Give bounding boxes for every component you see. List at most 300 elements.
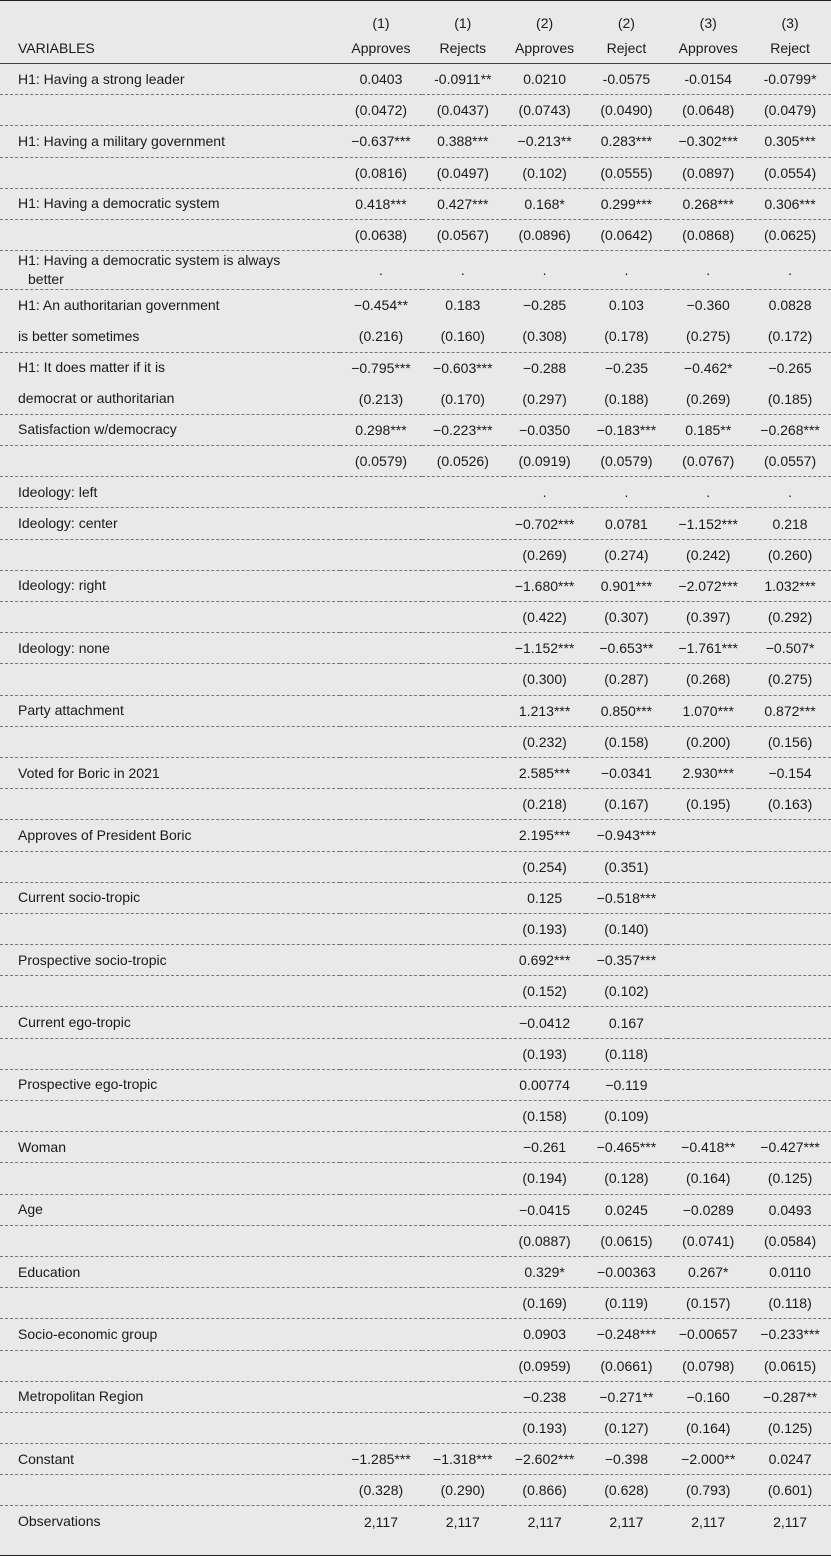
coefficient-cell: 0.183	[445, 297, 481, 314]
standard-error-cell: (0.0638)	[340, 219, 422, 250]
table-row-se	[0, 851, 831, 882]
coefficient-cell: −0.637***	[340, 126, 422, 157]
standard-error-cell: (0.0615)	[749, 1350, 831, 1381]
coefficient-cell: 0.418***	[340, 188, 422, 219]
standard-error-cell: (0.193)	[504, 913, 586, 944]
table-row	[0, 945, 831, 976]
standard-error-cell	[667, 1101, 749, 1132]
table-row	[0, 352, 831, 383]
standard-error-cell	[340, 1350, 422, 1381]
table-row-se	[0, 1350, 831, 1381]
standard-error-cell: (0.194)	[504, 1163, 586, 1194]
coefficient-cell: −0.213**	[504, 126, 586, 157]
standard-error-cell: (0.158)	[504, 1101, 586, 1132]
variable-label: Current socio-tropic	[0, 882, 340, 913]
coefficient-cell: −0.0412	[504, 1007, 586, 1038]
standard-error-cell	[422, 539, 504, 570]
coefficient-cell	[749, 1069, 831, 1100]
coefficient-cell	[667, 945, 749, 976]
coefficient-cell: 2,117	[445, 1513, 480, 1530]
coefficient-cell: 2,117	[773, 1513, 808, 1530]
coefficient-cell	[422, 1256, 504, 1287]
coefficient-cell: −0.0289	[667, 1194, 749, 1225]
table-row-se	[0, 157, 831, 188]
standard-error-cell: (0.328)	[340, 1475, 422, 1506]
column-label: Reject	[749, 33, 831, 64]
coefficient-cell: .	[422, 251, 504, 290]
table-row-se	[0, 664, 831, 695]
table-row-se	[0, 789, 831, 820]
coefficient-cell: 0.0403	[340, 64, 422, 95]
standard-error-cell: (0.172)	[749, 321, 831, 352]
table-row	[0, 64, 831, 95]
coefficient-cell: −1.680***	[504, 570, 586, 601]
table-row-se	[0, 602, 831, 633]
column-label: Rejects	[422, 33, 504, 64]
standard-error-cell: (0.0584)	[749, 1225, 831, 1256]
coefficient-cell	[340, 820, 422, 851]
standard-error-cell: (0.0743)	[504, 95, 586, 126]
coefficient-cell: −0.465***	[586, 1132, 668, 1163]
variable-label: Metropolitan Region	[0, 1381, 340, 1412]
coefficient-cell	[422, 1069, 504, 1100]
table-row	[0, 1319, 831, 1350]
standard-error-cell	[422, 1038, 504, 1069]
table-row	[0, 290, 831, 321]
standard-error-cell	[422, 1101, 504, 1132]
column-label: Approves	[504, 33, 586, 64]
standard-error-cell	[422, 851, 504, 882]
standard-error-cell: (0.0615)	[586, 1225, 668, 1256]
coefficient-cell: −0.248***	[586, 1319, 668, 1350]
table-row	[0, 251, 831, 290]
standard-error-cell	[340, 976, 422, 1007]
table-row-se	[0, 1288, 831, 1319]
table-row	[0, 1132, 831, 1163]
coefficient-cell: 0.283***	[586, 126, 668, 157]
standard-error-cell	[422, 1225, 504, 1256]
model-number: (2)	[617, 15, 635, 31]
coefficient-cell	[340, 1194, 422, 1225]
standard-error-cell: (0.109)	[586, 1101, 668, 1132]
table-row	[0, 477, 831, 508]
standard-error-cell: (0.193)	[504, 1412, 586, 1443]
coefficient-cell	[422, 1132, 504, 1163]
table-row-se	[0, 1038, 831, 1069]
standard-error-cell	[340, 664, 422, 695]
standard-error-cell: (0.268)	[667, 664, 749, 695]
coefficient-cell: −1.761***	[667, 633, 749, 664]
standard-error-cell: (0.297)	[504, 383, 586, 414]
table-row-se	[0, 1475, 831, 1506]
coefficient-cell: −2.000**	[667, 1444, 749, 1475]
coefficient-cell	[422, 508, 504, 539]
standard-error-cell: (0.0896)	[504, 219, 586, 250]
coefficient-cell: −0.462*	[683, 359, 733, 376]
coefficient-cell: .	[586, 477, 668, 508]
model-number: (1)	[454, 15, 472, 31]
table-row-se	[0, 1412, 831, 1443]
standard-error-cell: (0.275)	[667, 321, 749, 352]
standard-error-cell: (0.0479)	[749, 95, 831, 126]
coefficient-cell: −0.0415	[504, 1194, 586, 1225]
standard-error-cell	[340, 602, 422, 633]
coefficient-cell: 0.329*	[504, 1256, 586, 1287]
table-row	[0, 633, 831, 664]
coefficient-cell: −0.454**	[353, 297, 409, 314]
column-label: Approves	[340, 33, 422, 64]
standard-error-cell	[749, 1038, 831, 1069]
standard-error-cell	[340, 851, 422, 882]
standard-error-cell: (0.275)	[749, 664, 831, 695]
standard-error-cell: (0.0490)	[586, 95, 668, 126]
standard-error-cell: (0.0741)	[667, 1225, 749, 1256]
standard-error-cell: (0.0868)	[667, 219, 749, 250]
table-row	[0, 1007, 831, 1038]
coefficient-cell: −0.507*	[749, 633, 831, 664]
coefficient-cell	[749, 945, 831, 976]
standard-error-cell: (0.0554)	[749, 157, 831, 188]
coefficient-cell	[340, 695, 422, 726]
standard-error-cell: (0.127)	[586, 1412, 668, 1443]
variable-label-continued: is better sometimes	[0, 321, 340, 352]
coefficient-cell: 2,117	[691, 1513, 726, 1530]
table-row	[0, 1506, 831, 1537]
variable-label: Prospective ego-tropic	[0, 1069, 340, 1100]
standard-error-cell: (0.274)	[586, 539, 668, 570]
standard-error-cell: (0.167)	[586, 789, 668, 820]
table-row-se	[0, 383, 831, 414]
standard-error-cell: (0.185)	[749, 383, 831, 414]
table-row	[0, 820, 831, 851]
standard-error-cell	[422, 1163, 504, 1194]
table-row	[0, 570, 831, 601]
standard-error-cell: (0.307)	[586, 602, 668, 633]
table-row-se	[0, 1225, 831, 1256]
standard-error-cell	[749, 913, 831, 944]
standard-error-cell: (0.157)	[667, 1288, 749, 1319]
coefficient-cell: −2.602***	[504, 1444, 586, 1475]
variable-label-line: better	[28, 271, 64, 288]
coefficient-cell: 2,117	[609, 1513, 644, 1530]
standard-error-cell: (0.292)	[749, 602, 831, 633]
table-row	[0, 1194, 831, 1225]
coefficient-cell: −0.653**	[586, 633, 668, 664]
standard-error-cell: (0.0526)	[422, 446, 504, 477]
coefficient-cell: 0.0247	[749, 1444, 831, 1475]
coefficient-cell: 0.692***	[504, 945, 586, 976]
variable-label: Ideology: left	[0, 477, 340, 508]
coefficient-cell	[340, 633, 422, 664]
coefficient-cell	[422, 945, 504, 976]
coefficient-cell: 0.427***	[422, 188, 504, 219]
coefficient-cell: −0.271**	[586, 1381, 668, 1412]
standard-error-cell: (0.351)	[586, 851, 668, 882]
standard-error-cell: (0.200)	[667, 726, 749, 757]
standard-error-cell	[422, 789, 504, 820]
coefficient-cell: −2.072***	[667, 570, 749, 601]
table-row-se	[0, 446, 831, 477]
coefficient-cell: −0.00363	[586, 1256, 668, 1287]
standard-error-cell	[340, 1038, 422, 1069]
standard-error-cell: (0.216)	[340, 321, 422, 352]
coefficient-cell: −0.160	[667, 1381, 749, 1412]
coefficient-cell	[422, 820, 504, 851]
standard-error-cell: (0.195)	[667, 789, 749, 820]
coefficient-cell: -0.0575	[586, 64, 668, 95]
standard-error-cell: (0.0497)	[422, 157, 504, 188]
coefficient-cell	[422, 1007, 504, 1038]
standard-error-cell: (0.0816)	[340, 157, 422, 188]
standard-error-cell: (0.300)	[504, 664, 586, 695]
standard-error-cell: (0.102)	[586, 976, 668, 1007]
coefficient-cell	[667, 1007, 749, 1038]
coefficient-cell	[340, 757, 422, 788]
coefficient-cell: −1.285***	[340, 1444, 422, 1475]
table-row-se	[0, 1163, 831, 1194]
table-row	[0, 882, 831, 913]
coefficient-cell: −0.603***	[433, 359, 493, 376]
coefficient-cell	[422, 757, 504, 788]
standard-error-cell: (0.152)	[504, 976, 586, 1007]
variable-label: Woman	[0, 1132, 340, 1163]
coefficient-cell	[667, 882, 749, 913]
standard-error-cell	[422, 1350, 504, 1381]
table-row	[0, 1381, 831, 1412]
coefficient-cell: 0.0781	[586, 508, 668, 539]
table-header	[0, 1, 831, 64]
coefficient-cell: 0.0903	[504, 1319, 586, 1350]
coefficient-cell: 0.267*	[667, 1256, 749, 1287]
standard-error-cell: (0.0555)	[586, 157, 668, 188]
standard-error-cell	[340, 789, 422, 820]
standard-error-cell	[340, 1101, 422, 1132]
standard-error-cell: (0.0567)	[422, 219, 504, 250]
coefficient-cell	[340, 1319, 422, 1350]
standard-error-cell: (0.102)	[504, 157, 586, 188]
coefficient-cell	[340, 1132, 422, 1163]
standard-error-cell: (0.0648)	[667, 95, 749, 126]
standard-error-cell	[422, 1412, 504, 1443]
standard-error-cell: (0.0897)	[667, 157, 749, 188]
coefficient-cell	[422, 477, 504, 508]
standard-error-cell: (0.178)	[586, 321, 668, 352]
coefficient-cell: 2.585***	[504, 757, 586, 788]
coefficient-cell	[667, 1069, 749, 1100]
coefficient-cell: .	[749, 477, 831, 508]
standard-error-cell	[749, 851, 831, 882]
variable-label: Approves of President Boric	[0, 820, 340, 851]
variable-label: Party attachment	[0, 695, 340, 726]
standard-error-cell: (0.118)	[749, 1288, 831, 1319]
variable-label: Prospective socio-tropic	[0, 945, 340, 976]
variable-label: Ideology: center	[0, 508, 340, 539]
coefficient-cell: −0.268***	[749, 414, 831, 445]
coefficient-cell: −0.119	[586, 1069, 668, 1100]
standard-error-cell: (0.160)	[422, 321, 504, 352]
standard-error-cell: (0.164)	[667, 1412, 749, 1443]
standard-error-cell	[422, 602, 504, 633]
standard-error-cell: (0.188)	[586, 383, 668, 414]
coefficient-cell	[749, 820, 831, 851]
standard-error-cell: (0.254)	[504, 851, 586, 882]
standard-error-cell	[749, 1101, 831, 1132]
coefficient-cell: .	[504, 251, 586, 290]
coefficient-cell: 0.218	[749, 508, 831, 539]
coefficient-cell: 1.070***	[667, 695, 749, 726]
standard-error-cell	[340, 726, 422, 757]
standard-error-cell: (0.269)	[504, 539, 586, 570]
coefficient-cell: −0.357***	[586, 945, 668, 976]
coefficient-cell: 0.872***	[749, 695, 831, 726]
variable-label-line: H1: Having a democratic system is always	[18, 252, 281, 269]
standard-error-cell	[667, 913, 749, 944]
coefficient-cell: .	[504, 477, 586, 508]
table-row	[0, 188, 831, 219]
coefficient-cell: −0.238	[504, 1381, 586, 1412]
coefficient-cell: −0.360	[686, 297, 730, 314]
standard-error-cell: (0.793)	[667, 1475, 749, 1506]
coefficient-cell: 0.299***	[586, 188, 668, 219]
standard-error-cell: (0.0437)	[422, 95, 504, 126]
standard-error-cell	[667, 851, 749, 882]
coefficient-cell: −0.233***	[749, 1319, 831, 1350]
coefficient-cell: −0.518***	[586, 882, 668, 913]
coefficient-cell: 2,117	[363, 1513, 398, 1530]
standard-error-cell: (0.119)	[586, 1288, 668, 1319]
table-row-se	[0, 1101, 831, 1132]
standard-error-cell: (0.628)	[586, 1475, 668, 1506]
standard-error-cell	[749, 976, 831, 1007]
coefficient-cell: 0.185**	[667, 414, 749, 445]
standard-error-cell: (0.213)	[340, 383, 422, 414]
table-row	[0, 1444, 831, 1475]
coefficient-cell: 0.850***	[586, 695, 668, 726]
table-row	[0, 1256, 831, 1287]
standard-error-cell	[340, 913, 422, 944]
coefficient-cell	[340, 1381, 422, 1412]
standard-error-cell: (0.397)	[667, 602, 749, 633]
coefficient-cell: −0.398	[586, 1444, 668, 1475]
coefficient-cell	[749, 882, 831, 913]
coefficient-cell	[340, 1007, 422, 1038]
coefficient-cell: −0.00657	[667, 1319, 749, 1350]
coefficient-cell	[422, 1319, 504, 1350]
coefficient-cell: −0.943***	[586, 820, 668, 851]
coefficient-cell: −0.427***	[749, 1132, 831, 1163]
coefficient-cell	[749, 1007, 831, 1038]
standard-error-cell: (0.0767)	[667, 446, 749, 477]
coefficient-cell: −1.152***	[667, 508, 749, 539]
coefficient-cell	[340, 570, 422, 601]
standard-error-cell	[667, 976, 749, 1007]
table-row	[0, 757, 831, 788]
variable-label: H1: An authoritarian government	[18, 296, 220, 313]
standard-error-cell: (0.0557)	[749, 446, 831, 477]
table-row	[0, 126, 831, 157]
standard-error-cell: (0.287)	[586, 664, 668, 695]
coefficient-cell: −0.418**	[667, 1132, 749, 1163]
standard-error-cell: (0.156)	[749, 726, 831, 757]
coefficient-cell: .	[586, 251, 668, 290]
coefficient-cell: 2,117	[527, 1513, 562, 1530]
variable-label: Socio-economic group	[0, 1319, 340, 1350]
standard-error-cell: (0.0887)	[504, 1225, 586, 1256]
coefficient-cell: −0.702***	[504, 508, 586, 539]
coefficient-cell: .	[340, 251, 422, 290]
standard-error-cell	[340, 1163, 422, 1194]
coefficient-cell: 0.0210	[504, 64, 586, 95]
standard-error-cell: (0.0959)	[504, 1350, 586, 1381]
standard-error-cell: (0.193)	[504, 1038, 586, 1069]
coefficient-cell	[340, 508, 422, 539]
standard-error-cell: (0.118)	[586, 1038, 668, 1069]
coefficient-cell: 0.305***	[749, 126, 831, 157]
standard-error-cell: (0.125)	[749, 1163, 831, 1194]
coefficient-cell: 0.306***	[749, 188, 831, 219]
coefficient-cell: 0.168*	[504, 188, 586, 219]
variable-label-continued: democrat or authoritarian	[0, 383, 340, 414]
coefficient-cell: 2.195***	[504, 820, 586, 851]
coefficient-cell	[340, 1069, 422, 1100]
coefficient-cell: −0.0350	[504, 414, 586, 445]
model-number: (2)	[536, 15, 554, 31]
variable-label: Satisfaction w/democracy	[0, 414, 340, 445]
standard-error-cell: (0.163)	[749, 789, 831, 820]
standard-error-cell: (0.0625)	[749, 219, 831, 250]
standard-error-cell: (0.0919)	[504, 446, 586, 477]
standard-error-cell: (0.0579)	[586, 446, 668, 477]
table-row-se	[0, 219, 831, 250]
coefficient-cell	[422, 1194, 504, 1225]
coefficient-cell	[422, 633, 504, 664]
coefficient-cell: -0.0154	[667, 64, 749, 95]
standard-error-cell: (0.0661)	[586, 1350, 668, 1381]
coefficient-cell: −0.285	[523, 297, 567, 314]
table-row	[0, 1069, 831, 1100]
column-label-row	[0, 33, 831, 64]
variable-label: Ideology: right	[0, 570, 340, 601]
standard-error-cell: (0.260)	[749, 539, 831, 570]
model-number-row	[0, 1, 831, 33]
standard-error-cell: (0.232)	[504, 726, 586, 757]
coefficient-cell	[422, 570, 504, 601]
variable-label: Age	[0, 1194, 340, 1225]
variable-label: Constant	[0, 1444, 340, 1475]
coefficient-cell: −0.265	[768, 359, 812, 376]
standard-error-cell: (0.269)	[667, 383, 749, 414]
coefficient-cell: −0.287**	[749, 1381, 831, 1412]
model-number: (1)	[372, 15, 390, 31]
coefficient-cell: .	[749, 251, 831, 290]
variable-label: Current ego-tropic	[0, 1007, 340, 1038]
coefficient-cell	[422, 882, 504, 913]
coefficient-cell	[340, 882, 422, 913]
coefficient-cell	[422, 1381, 504, 1412]
standard-error-cell: (0.422)	[504, 602, 586, 633]
standard-error-cell	[340, 1288, 422, 1319]
variable-label: Observations	[18, 1513, 101, 1530]
coefficient-cell: 0.0245	[586, 1194, 668, 1225]
standard-error-cell	[340, 1225, 422, 1256]
standard-error-cell: (0.140)	[586, 913, 668, 944]
coefficient-cell: 1.213***	[504, 695, 586, 726]
standard-error-cell	[422, 1288, 504, 1319]
table-row-se	[0, 321, 831, 352]
standard-error-cell: (0.290)	[422, 1475, 504, 1506]
standard-error-cell: (0.0579)	[340, 446, 422, 477]
standard-error-cell: (0.170)	[422, 383, 504, 414]
